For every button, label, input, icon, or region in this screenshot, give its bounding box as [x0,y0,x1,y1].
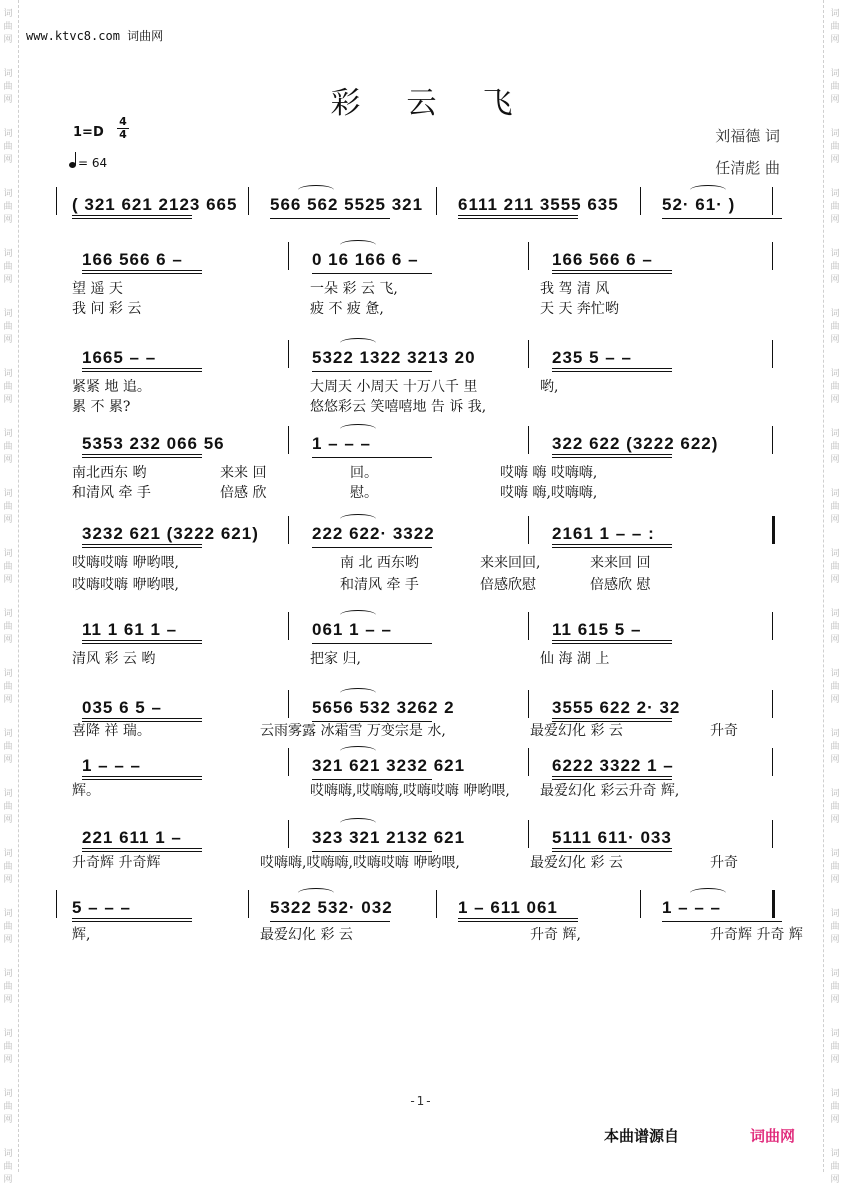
slur [340,240,376,250]
lyric-phrase: 我 问 彩 云 [72,301,142,317]
footer-source: 本曲谱源自 [604,1127,680,1145]
measure: 5353 232 066 56 [82,434,225,453]
watermark-mark: 词 曲 网 [3,969,13,1005]
measure: 166 566 6 – [552,250,653,269]
watermark-mark: 词 曲 网 [830,489,840,525]
time-signature-top: 4 [119,115,127,128]
bar-line [772,748,773,776]
watermark-mark: 词 曲 网 [830,369,840,405]
beam-line [72,215,192,219]
measure: 5656 532 3262 2 [312,698,455,717]
lyric-phrase: 辉。 [72,783,100,799]
watermark-mark: 词 曲 网 [830,549,840,585]
lyric-phrase: 哎嗨哎嗨 咿哟喂, [72,577,179,593]
watermark-mark: 词 曲 网 [3,849,13,885]
bar-line [436,187,437,215]
beam-line [82,544,202,548]
staff-line [60,185,780,225]
beam-line [458,215,578,219]
bar-line [288,340,289,368]
watermark-mark: 词 曲 网 [3,609,13,645]
measure: 1 – – – [662,898,721,917]
slur [340,424,376,434]
measure: 1 – – – [82,756,141,775]
lyric-phrase: 来来回回, [480,555,541,571]
bar-line [248,187,249,215]
measure: 035 6 5 – [82,698,162,717]
staff-line [60,338,780,378]
lyric-phrase: 大周天 小周天 十万八千 里 [310,379,478,395]
tempo-value: = 64 [78,156,108,170]
measure: 235 5 – – [552,348,632,367]
time-signature [117,116,129,141]
beam-line [552,454,672,458]
song-title: 彩云飞 [330,86,559,121]
measure: 3555 622 2· 32 [552,698,681,717]
lyricist-credit: 刘福德 词 [715,127,780,145]
watermark-mark: 词 曲 网 [830,429,840,465]
lyric-phrase: 南 北 西东哟 [340,555,419,571]
lyric-line [60,720,780,738]
watermark-mark: 词 曲 网 [3,189,13,225]
lyric-phrase: 最爱幻化 彩 云 [530,855,623,871]
watermark-mark: 词 曲 网 [3,309,13,345]
bar-line [56,187,57,215]
measure: 5 – – – [72,898,131,917]
lyric-phrase: 仙 海 湖 上 [540,651,610,667]
beam-line [312,371,432,372]
beam-line [662,921,782,922]
composer-credit: 任清彪 曲 [715,159,780,177]
watermark-mark: 词 曲 网 [830,849,840,885]
beam-line [312,457,432,458]
lyric-line [60,780,780,798]
watermark-mark: 词 曲 网 [830,729,840,765]
measure: 6111 211 3555 635 [458,195,619,214]
bar-line [772,426,773,454]
quarter-note-icon [69,162,76,168]
lyric-phrase: 升奇 [710,723,738,739]
bar-line [288,612,289,640]
lyric-phrase: 慰。 [350,485,378,501]
slur [340,688,376,698]
measure: ( 321 621 2123 665 [72,195,238,214]
staff-line [60,514,780,554]
bar-line [772,890,775,918]
lyric-phrase: 辉, [72,927,91,943]
watermark-mark: 词 曲 网 [830,9,840,45]
lyric-phrase: 升奇 辉, [530,927,581,943]
beam-line [552,270,672,274]
watermark-mark: 词 曲 网 [3,909,13,945]
lyric-phrase: 和清风 牵 手 [340,577,419,593]
bar-line [640,890,641,918]
lyric-line [60,278,780,296]
left-dashed-margin [18,0,19,1172]
lyric-line [60,376,780,394]
bar-line [528,516,529,544]
measure: 6222 3322 1 – [552,756,674,775]
measure: 061 1 – – [312,620,392,639]
bar-line [528,426,529,454]
bar-line [528,242,529,270]
watermark-mark: 词 曲 网 [3,129,13,165]
lyric-line [60,852,780,870]
bar-line [288,690,289,718]
bar-line [772,690,773,718]
lyric-phrase: 最爱幻化 彩云升奇 辉, [540,783,680,799]
bar-line [528,690,529,718]
measure: 322 622 (3222 622) [552,434,719,453]
lyric-phrase: 最爱幻化 彩 云 [260,927,353,943]
measure: 566 562 5525 321 [270,195,424,214]
lyric-phrase: 云雨雾露 冰霜雪 万变宗是 水, [260,723,446,739]
measure: 5322 532· 032 [270,898,393,917]
slur [340,610,376,620]
measure: 3232 621 (3222 621) [82,524,259,543]
watermark-mark: 词 曲 网 [3,249,13,285]
watermark-mark: 词 曲 网 [830,189,840,225]
bar-line [288,242,289,270]
bar-line [288,820,289,848]
bar-line [288,426,289,454]
bar-line [772,187,773,215]
beam-line [82,270,202,274]
staff-line [60,424,780,464]
bar-line [772,242,773,270]
watermark-mark: 词 曲 网 [830,789,840,825]
lyric-phrase: 我 驾 清 风 [540,281,610,297]
staff-line [60,240,780,280]
bar-line [772,516,775,544]
lyric-phrase: 升奇辉 升奇 辉 [710,927,803,943]
lyric-phrase: 悠悠彩云 笑嘻嘻地 告 诉 我, [310,399,487,415]
beam-line [552,640,672,644]
watermark-mark: 词 曲 网 [830,669,840,705]
watermark-mark: 词 曲 网 [3,1029,13,1065]
staff-line [60,610,780,650]
measure: 1 – – – [312,434,371,453]
bar-line [528,820,529,848]
lyric-phrase: 哎嗨嗨,哎嗨嗨,哎嗨哎嗨 咿哟喂, [310,783,510,799]
slur [690,888,726,898]
measure: 166 566 6 – [82,250,183,269]
measure: 5111 611· 033 [552,828,672,847]
staff-line [60,888,780,928]
lyric-line [60,482,780,500]
lyric-line [60,574,780,592]
watermark-mark: 词 曲 网 [3,789,13,825]
bar-line [772,340,773,368]
slur [340,818,376,828]
lyric-phrase: 哟, [540,379,559,395]
key-signature: 1=D [73,125,104,140]
lyric-phrase: 哎嗨 嗨,哎嗨嗨, [500,485,598,501]
watermark-mark: 词 曲 网 [3,9,13,45]
bar-line [288,516,289,544]
watermark-mark: 词 曲 网 [830,249,840,285]
watermark-mark: 词 曲 网 [3,429,13,465]
lyric-line [60,648,780,666]
bar-line [528,748,529,776]
slur [298,185,334,195]
lyric-phrase: 紧紧 地 追。 [72,379,151,395]
bar-line [56,890,57,918]
measure: 221 611 1 – [82,828,182,847]
slur [340,746,376,756]
slur [298,888,334,898]
lyric-phrase: 来来 回 [220,465,267,481]
beam-line [270,218,390,219]
lyric-phrase: 清风 彩 云 哟 [72,651,156,667]
watermark-mark: 词 曲 网 [830,609,840,645]
slur [340,338,376,348]
beam-line [82,454,202,458]
lyric-phrase: 累 不 累? [72,399,131,415]
bar-line [248,890,249,918]
watermark-mark: 词 曲 网 [3,369,13,405]
lyric-phrase: 哎嗨哎嗨 咿哟喂, [72,555,179,571]
measure: 5322 1322 3213 20 [312,348,476,367]
watermark-mark: 词 曲 网 [3,729,13,765]
bar-line [528,612,529,640]
tempo-marking [69,156,107,170]
slur [340,514,376,524]
beam-line [82,640,202,644]
watermark-mark: 词 曲 网 [830,69,840,105]
watermark-mark: 词 曲 网 [3,669,13,705]
watermark-mark: 词 曲 网 [830,309,840,345]
bar-line [288,748,289,776]
footer-brand-link[interactable]: 词曲网 [750,1127,796,1145]
measure: 323 321 2132 621 [312,828,466,847]
watermark-mark: 词 曲 网 [830,129,840,165]
lyric-phrase: 最爱幻化 彩 云 [530,723,623,739]
lyric-phrase: 喜降 祥 瑞。 [72,723,151,739]
measure: 222 622· 3322 [312,524,435,543]
bar-line [772,820,773,848]
beam-line [72,918,192,922]
lyric-phrase: 哎嗨 嗨 哎嗨嗨, [500,465,598,481]
measure: 11 1 61 1 – [82,620,178,639]
lyric-line [60,552,780,570]
lyric-phrase: 升奇 [710,855,738,871]
lyric-phrase: 来来回 回 [590,555,651,571]
beam-line [662,218,782,219]
lyric-phrase: 天 天 奔忙哟 [540,301,619,317]
lyric-phrase: 哎嗨嗨,哎嗨嗨,哎嗨哎嗨 咿哟喂, [260,855,460,871]
watermark-mark: 词 曲 网 [3,489,13,525]
watermark-mark: 词 曲 网 [3,1089,13,1125]
measure: 1 – 611 061 [458,898,558,917]
lyric-line [60,924,803,943]
beam-line [312,547,432,548]
lyric-line [60,396,780,414]
watermark-mark: 词 曲 网 [830,1149,840,1185]
slur [690,185,726,195]
left-watermark-strip [0,0,16,1185]
page-number: -1- [410,1094,433,1108]
lyric-phrase: 疲 不 疲 惫, [310,301,384,317]
lyric-phrase: 把家 归, [310,651,361,667]
beam-line [312,273,432,274]
measure: 0 16 166 6 – [312,250,419,269]
right-dashed-margin [823,0,824,1172]
beam-line [552,544,672,548]
beam-line [458,918,578,922]
lyric-phrase: 南北西东 哟 [72,465,147,481]
measure: 52· 61· ) [662,195,736,214]
watermark-mark: 词 曲 网 [830,1029,840,1065]
lyric-phrase: 倍感 欣 [220,485,267,501]
lyric-phrase: 倍感欣慰 [480,577,536,593]
lyric-line [60,462,780,480]
watermark-mark: 词 曲 网 [3,1149,13,1185]
lyric-line [60,298,780,316]
lyric-phrase: 回。 [350,465,378,481]
site-url[interactable]: www.ktvc8.com 词曲网 [26,29,164,43]
beam-line [552,368,672,372]
bar-line [436,890,437,918]
measure: 2161 1 – – : [552,524,655,543]
bar-line [772,612,773,640]
time-signature-bottom: 4 [119,128,127,141]
lyric-phrase: 和清风 牵 手 [72,485,151,501]
beam-line [312,643,432,644]
lyric-phrase: 升奇辉 升奇辉 [72,855,161,871]
right-watermark-strip [827,0,843,1185]
watermark-mark: 词 曲 网 [830,1089,840,1125]
watermark-mark: 词 曲 网 [3,69,13,105]
watermark-mark: 词 曲 网 [830,969,840,1005]
measure: 1665 – – [82,348,157,367]
lyric-phrase: 倍感欣 慰 [590,577,651,593]
measure: 11 615 5 – [552,620,642,639]
beam-line [270,921,390,922]
lyric-phrase: 一朵 彩 云 飞, [310,281,398,297]
beam-line [82,368,202,372]
bar-line [640,187,641,215]
watermark-mark: 词 曲 网 [3,549,13,585]
watermark-mark: 词 曲 网 [830,909,840,945]
bar-line [528,340,529,368]
measure: 321 621 3232 621 [312,756,466,775]
lyric-phrase: 望 遥 天 [72,281,123,297]
